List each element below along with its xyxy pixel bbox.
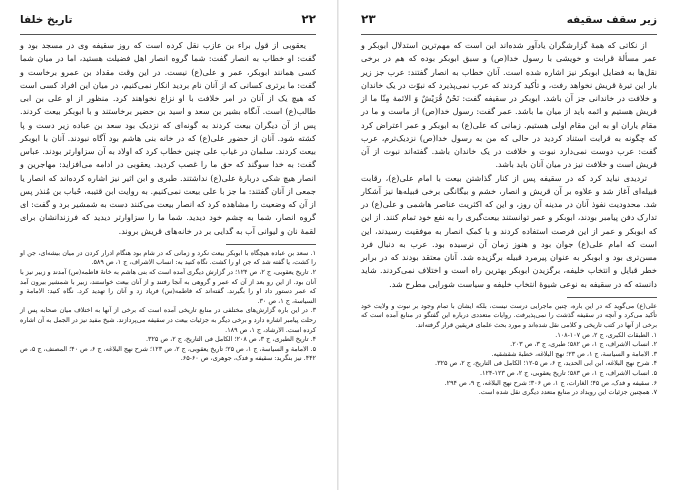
left-footnote-3: ۳. در این باره گزارش‌های مختلفی در منابع تاریخی آمده است که برخی از آنها به اختلاف میان صحابه پس از رحلت پیامبر اشاره دارد و برخی دیگر به جزئیات بیعت در سقیفه می‌پردازند. شیخ مفید نیز در الجمل به آن اشاره کرده است. الارشاد، ج ۱، ص ۱۸۹. <box>20 306 316 334</box>
right-footnote-2: ۲. انساب الاشراف، ج ۱، ص ۵۸۲؛ طبری، ج ۳، ص ۲۰۳. <box>510 340 657 349</box>
right-paragraph-1: از نکاتی که همهٔ گزارشگران یادآور شده‌اند این است که مهم‌ترین استدلال ابوبکر و عمر مسألهٔ قرابت و خویشی با رسول خدا(ص) و سبق ابوبکر بوده که هم در برخی نقل‌ها به فضایل ابوبکر نیز اشاره شده است. آنان خطاب به انصار گفتند: عرب جز زیر بار این تیرهٔ قریش نخواهد رفت، و تأکید کردند که عرب نمی‌پذیرد که نبوّت در یک خاندان و خلافت در خاندانی جز آن باشد. ابوبکر در سقیفه گفت: نَحْنُ قُرَیْشٌ وَ الائمة مِنّا ما از قریش هستیم و ائمه باید از میان ما باشد. عمر گفت: رسول خدا(ص) از ماست و ما در مقام یاران او به این مقام اولی هستیم. زمانی که علی(ع) به ابوبکر و عمر اعتراض کرد که چگونه به قرابت استناد کردید در حالی که من به رسول خدا(ص) نزدیک‌ترم، عرب گفت: عرب دوست نمی‌دارد نبوت و خلافت در یک خاندان باشد. گفته‌اند نبوت از آن قریش است و خلافت نیز در میان آنان باید باشد. <box>361 40 657 170</box>
left-page <box>0 0 338 490</box>
left-footnote-2: ۲. تاریخ یعقوبی، ج ۲، ص ۱۲۴؛ در گزارش دیگری آمده است که بنی هاشم به خانهٔ فاطمه(س) آمدند و زبیر نیز با آنان بود. از این رو بعد از آن که عمر و گروهی به آنجا رفتند و از آنان بیعت خواستند، زبیر با شمشیر بیرون آمد که عمر دستور داد او را بگیرند. گفته‌اند که فاطمه(س) فریاد زد و آنان را تهدید کرد. نگاه کنید: الامامة و السیاسة، ج ۱، ص ۳۰. <box>20 267 316 305</box>
left-footnote-separator <box>226 244 316 245</box>
right-paragraph-2: تردیدی نباید کرد که در سقیفه پس از کنار گذاشتن بیعت با امام علی(ع)، رقابت قبیله‌ای آغاز شد و علاوه بر آن قریش و انصار، خشم و بیگانگی برخی قبیله‌ها نیز آشکار شد. محدودیت نفوذ آنان در مدینه آن روز، و این که اکثریت عناصر هاشمی و علی(ع) در تدارک دفن پیامبر بودند، ابوبکر و عمر توانستند بیعت‌گیری را به نفع خود تمام کنند. از این که ابوبکر و عمر از این فرصت استفاده کردند و با کمک انصار به موفقیت رسیدند، این است که امام علی(ع) جوان بود و هنوز زمان آن نرسیده بود. عرب به دنبال فرد مسن‌تری بود و ابوبکر به عنوان پیرمرد قبیله برگزیده شد. آنان معتقد بودند که در برابر خطر قبایل و انتخاب خلیفه، برگزیدن ابوبکر بهترین راه است و اختلاف نمی‌کردند. شاید دانسته که در سقیفه به نوعی شیوهٔ انتخاب خلیفه و سیاست شورایی مطرح شد. <box>361 172 657 289</box>
right-footnote-1: ۱. الطبقات الکبری، ج ۲، ص ۱۰۷-۱۰۸. <box>555 330 657 339</box>
left-footnotes <box>20 249 316 364</box>
left-footnote-1: ۱. سعد بن عباده هیچگاه با ابوبکر بیعت نکرد و زمانی که در شام بود هنگام ادرار کردن در میان بیشه‌ای، جن او را کشت، یا گفته شد که جن او را کشت. نگاه کنید به: انساب الاشراف، ج ۱، ص ۵۸۹. <box>20 248 316 267</box>
right-footnote-4: ۴. شرح نهج البلاغه، ابن ابی الحدید، ج ۶، ص ۵-۱۲؛ الکامل فی التاریخ، ج ۲، ص ۳۲۵. <box>435 359 657 368</box>
right-footnote-continued: علی(ع) می‌گوید که در این باره، چنین ماجرایی درست نیست، بلکه ایشان با تمام وجود بر نبوت و ولایت خود تأکید می‌کرد و آنچه در سقیفه گذشت را نمی‌پذیرفت. روایات متعددی درباره این گفتگو در منابع آمده است که برخی از آنها در کتب تاریخی و کلامی نقل شده‌اند و مورد بحث علمای فریقین قرار گرفته‌اند. <box>361 301 657 329</box>
right-page-body <box>361 39 657 291</box>
right-footnote-3: ۳. الامامة و السیاسة، ج ۱، ص ۲۳؛ نهج البلاغه، خطبهٔ شقشقیه. <box>491 349 657 358</box>
left-page-header <box>20 12 316 35</box>
left-paragraph-1: یعقوبی از قول براء بن عازب نقل کرده است که روز سقیفه وی در مسجد بود و گفت: او خطاب به انصار گفت: شما گروه انصار اهل فضیلت هستید، اما در میان شما کسی همانند ابوبکر، عمر و علی(ع) نیست. در این وقت مقداد بن عمرو برخاست و گفت: ما برتری کسانی که از آنان نام بردید انکار نمی‌کنیم، در میان این افراد کسی است که هیچ یک از آنان در امر خلافت با او نزاع نخواهند کرد. منظور از او علی بن ابی طالب(ع) است. آنگاه بشیر بن سعد و اسید بن حضیر برخاستند و با ابوبکر بیعت کردند. پس از آن دیگران بیعت کردند به گونه‌ای که نزدیک بود سعد بن عباده زیر دست و پا کشته شود. آنان از حضور علی(ع) که در خانه بنی هاشم بود آگاه نبودند. آنان با ابوبکر بیعت کردند. سلمان در غیاب علی چنین خطاب کرد که اولاد به آن سزاوارتر بودند. عباس گفت: به خدا سوگند که حق ما را غصب کردید. یعقوبی در ادامه می‌افزاید: مهاجرین و انصار هیچ شکی دربارهٔ علی(ع) نداشتند. طبری و ابن اثیر نیز اشاره کرده‌اند که انصار یا جمعی از آنان گفتند: ما جز با علی بیعت نمی‌کنیم. به روایت ابن قتیبه، حُباب بن مُنذر پس از آن که وضعیت را مشاهده کرد که انصار بیعت می‌کنند دست به شمشیر برد و گفت: ای گروه انصار، شما به چشم خود دیدید. شما ما را سزاوارتر دیدید که فرزندانشان برای لقمهٔ نان و لیوانی آب به گدایی بر در خانه‌های قریش بروند. <box>19 40 316 236</box>
left-footnote-5: ۵. الامامة و السیاسة، ج ۱، ص ۲۵؛ تاریخ یعقوبی، ج ۲، ص ۱۲۳؛ شرح نهج البلاغه، ج ۶، ص ۴۰؛ المصنف، ج ۵، ص ۴۴۲. نیز بنگرید: سقیفه و فدک، جوهری، ص ۶۰-۶۵. <box>20 344 317 363</box>
right-footnote-separator <box>567 297 657 298</box>
left-page-body <box>20 39 316 238</box>
right-footnotes <box>361 302 657 398</box>
right-page-header <box>361 12 657 35</box>
right-page-running-title: زیر سقف سقیفه <box>566 14 657 26</box>
right-footnote-5: ۵. انساب الاشراف، ج ۱، ص ۵۸۳؛ تاریخ یعقوبی، ج ۲، ص ۱۲۳-۱۲۴. <box>479 368 657 377</box>
left-page-number: ۲۲ <box>301 12 316 26</box>
right-footnote-6: ۶. سقیفه و فدک، ص ۴۵؛ الغارات، ج ۱، ص ۳۰۶؛ شرح نهج البلاغه، ج ۹، ص ۲۹۴. <box>444 378 657 387</box>
left-page-running-title: تاریخ خلفا <box>20 14 73 26</box>
right-page <box>339 0 677 490</box>
left-footnote-4: ۴. تاریخ الطبری، ج ۳، ص ۲۰۸؛ الکامل فی التاریخ، ج ۲، ص ۳۲۵. <box>146 335 316 344</box>
right-page-number: ۲۳ <box>361 12 376 26</box>
right-footnote-7: ۷. همچنین جزئیات این رویداد در منابع متعدد دیگری نقل شده است. <box>478 388 657 397</box>
